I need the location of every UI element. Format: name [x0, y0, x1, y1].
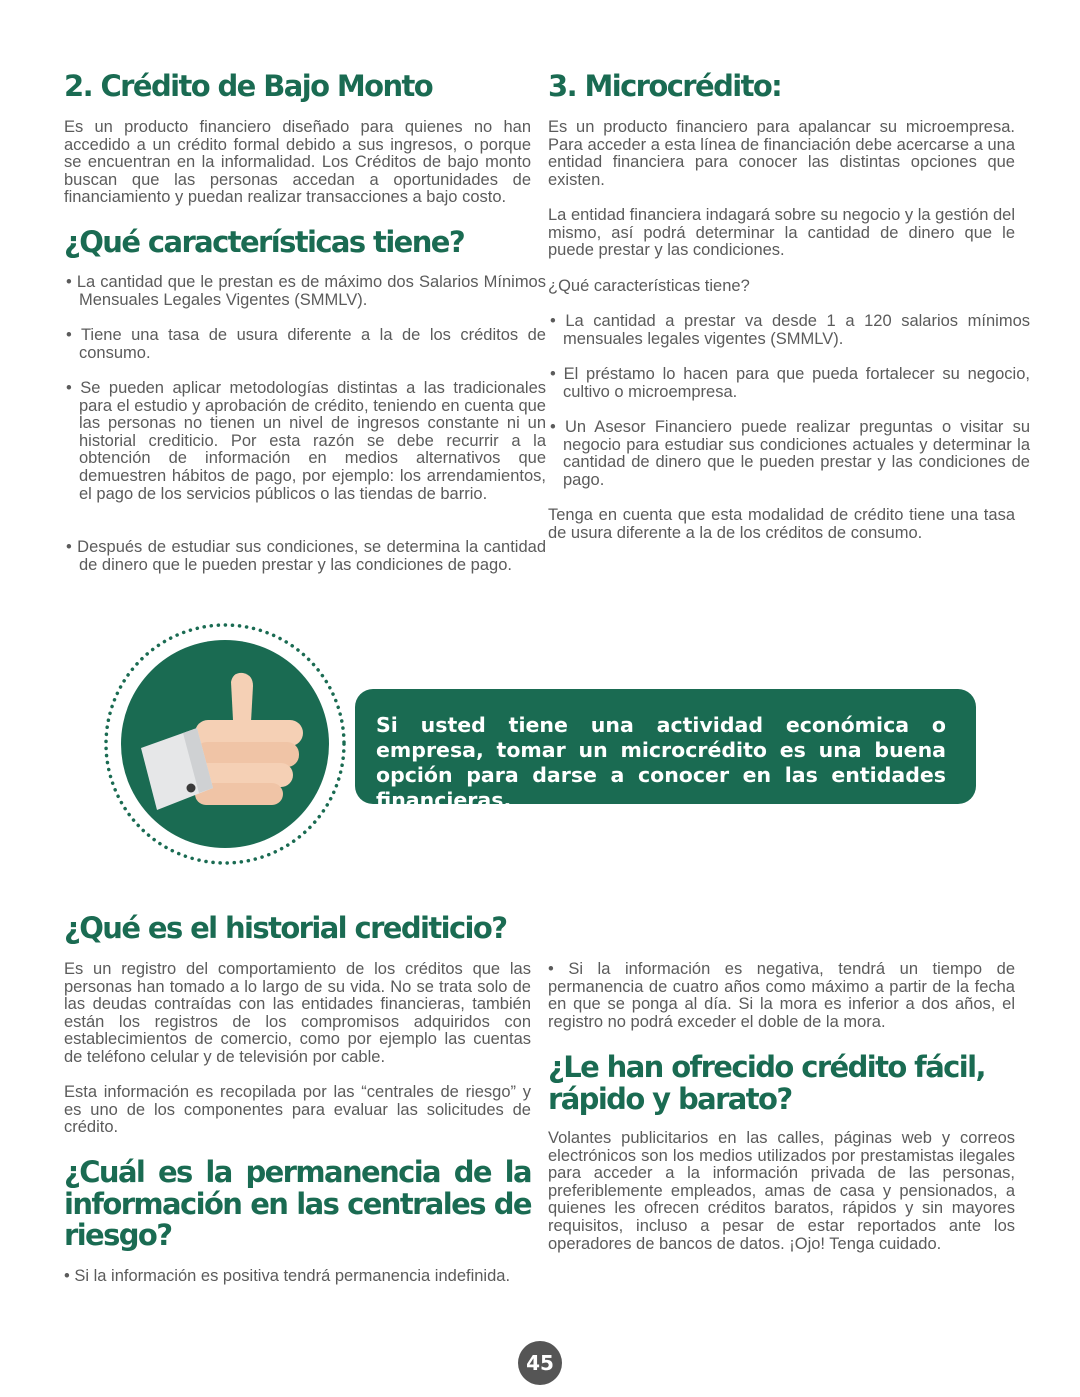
heading-historial-crediticio: ¿Qué es el historial crediticio? [64, 911, 507, 945]
list-item: • La cantidad a prestar va desde 1 a 120 salarios mínimos mensuales legales vigentes (SMMLV). [550, 312, 1030, 348]
paragraph-microcredito-entidad: La entidad financiera indagará sobre su negocio y la gestión del mismo, así podrá determinar la cantidad de dinero que le puede prestar y las condiciones. [548, 206, 1015, 260]
page-number: 45 [518, 1341, 562, 1385]
paragraph-historial-1: Es un registro del comportamiento de los créditos que las personas han tomado a lo largo de su vida. No se trata solo de las deudas contraídas con las entidades financieras, también están los registros de los compromisos adquiridos con establecimientos de comercio, como por ejemplo las cuentas de teléfono celular y de televisión por cable. [64, 960, 531, 1066]
heading-credito-facil: ¿Le han ofrecido crédito fácil, rápido y barato? [548, 1050, 985, 1116]
paragraph-microcredito-note: Tenga en cuenta que esta modalidad de crédito tiene una tasa de usura diferente a la de los créditos de consumo. [548, 506, 1015, 542]
list-item: • Después de estudiar sus condiciones, se determina la cantidad de dinero que le pueden prestar y las condiciones de pago. [66, 538, 546, 574]
subheading-caracteristicas: ¿Qué características tiene? [548, 277, 750, 295]
list-item: • Tiene una tasa de usura diferente a la de los créditos de consumo. [66, 326, 546, 362]
list-item: • Se pueden aplicar metodologías distintas a las tradicionales para el estudio y aprobación de crédito, teniendo en cuenta que las personas no tienen un nivel de ingresos constante ni un historial crediticio. Por esta razón se debe recurrir a la obtención de información en medios alternativos que demuestren hábitos de pago, por ejemplo: los arrendamientos, el pago de los servicios públicos o las tiendas de barrio. [66, 379, 546, 503]
list-item: • La cantidad que le prestan es de máximo dos Salarios Mínimos Mensuales Legales Vigentes (SMMLV). [66, 273, 546, 309]
heading-credito-bajo-monto: 2. Crédito de Bajo Monto [64, 69, 433, 103]
heading-microcredito: 3. Microcrédito: [548, 69, 782, 103]
paragraph-historial-2: Esta información es recopilada por las “centrales de riesgo” y es uno de los componentes para evaluar las solicitudes de crédito. [64, 1083, 531, 1137]
callout-box [355, 689, 976, 812]
heading-permanencia: ¿Cuál es la permanencia de la información en las centrales de riesgo? [64, 1155, 531, 1252]
list-item: • Un Asesor Financiero puede realizar preguntas o visitar su negocio para estudiar sus condiciones actuales y determinar la cantidad de dinero que le pueden prestar y las condiciones de pago. [550, 418, 1030, 489]
list-item: • Si la información es negativa, tendrá un tiempo de permanencia de cuatro años como máximo a partir de la fecha en que se ponga al día. Si la mora es inferior a dos años, el registro no podrá exceder el doble de la mora. [548, 960, 1015, 1031]
paragraph-credito-facil: Volantes publicitarios en las calles, páginas web y correos electrónicos son los medios utilizados por prestamistas ilegales para acceder a la información privada de las personas, preferiblemente empleados, amas de casa y pensionados, a quienes les ofrecen créditos baratos, rápidos y sin mayores requisitos, incluso a pesar de estar reportados ante los operadores de bancos de datos. ¡Ojo! Tenga cuidado. [548, 1129, 1015, 1253]
paragraph-credito-bajo-monto: Es un producto financiero diseñado para quienes no han accedido a un crédito formal debido a sus ingresos, o porque se encuentran en la informalidad. Los Créditos de bajo monto buscan que las personas accedan a oportunidades de financiamiento y puedan realizar transacciones a bajo costo. [64, 118, 531, 207]
list-item: • El préstamo lo hacen para que pueda fortalecer su negocio, cultivo o microempresa. [550, 365, 1030, 401]
callout-text: Si usted tiene una actividad económica o empresa, tomar un microcrédito es una buena opción para darse a conocer en las entidades financieras. [376, 713, 946, 812]
thumbs-up-badge [103, 622, 347, 866]
paragraph-microcredito-intro: Es un producto financiero para apalancar su microempresa. Para acceder a esta línea de financiación debe acercarse a una entidad financiera para conocer las distintas opciones que existen. [548, 118, 1015, 189]
list-item: • Si la información es positiva tendrá permanencia indefinida. [64, 1267, 511, 1285]
heading-caracteristicas: ¿Qué características tiene? [64, 225, 465, 259]
thumbs-up-icon [103, 622, 347, 866]
